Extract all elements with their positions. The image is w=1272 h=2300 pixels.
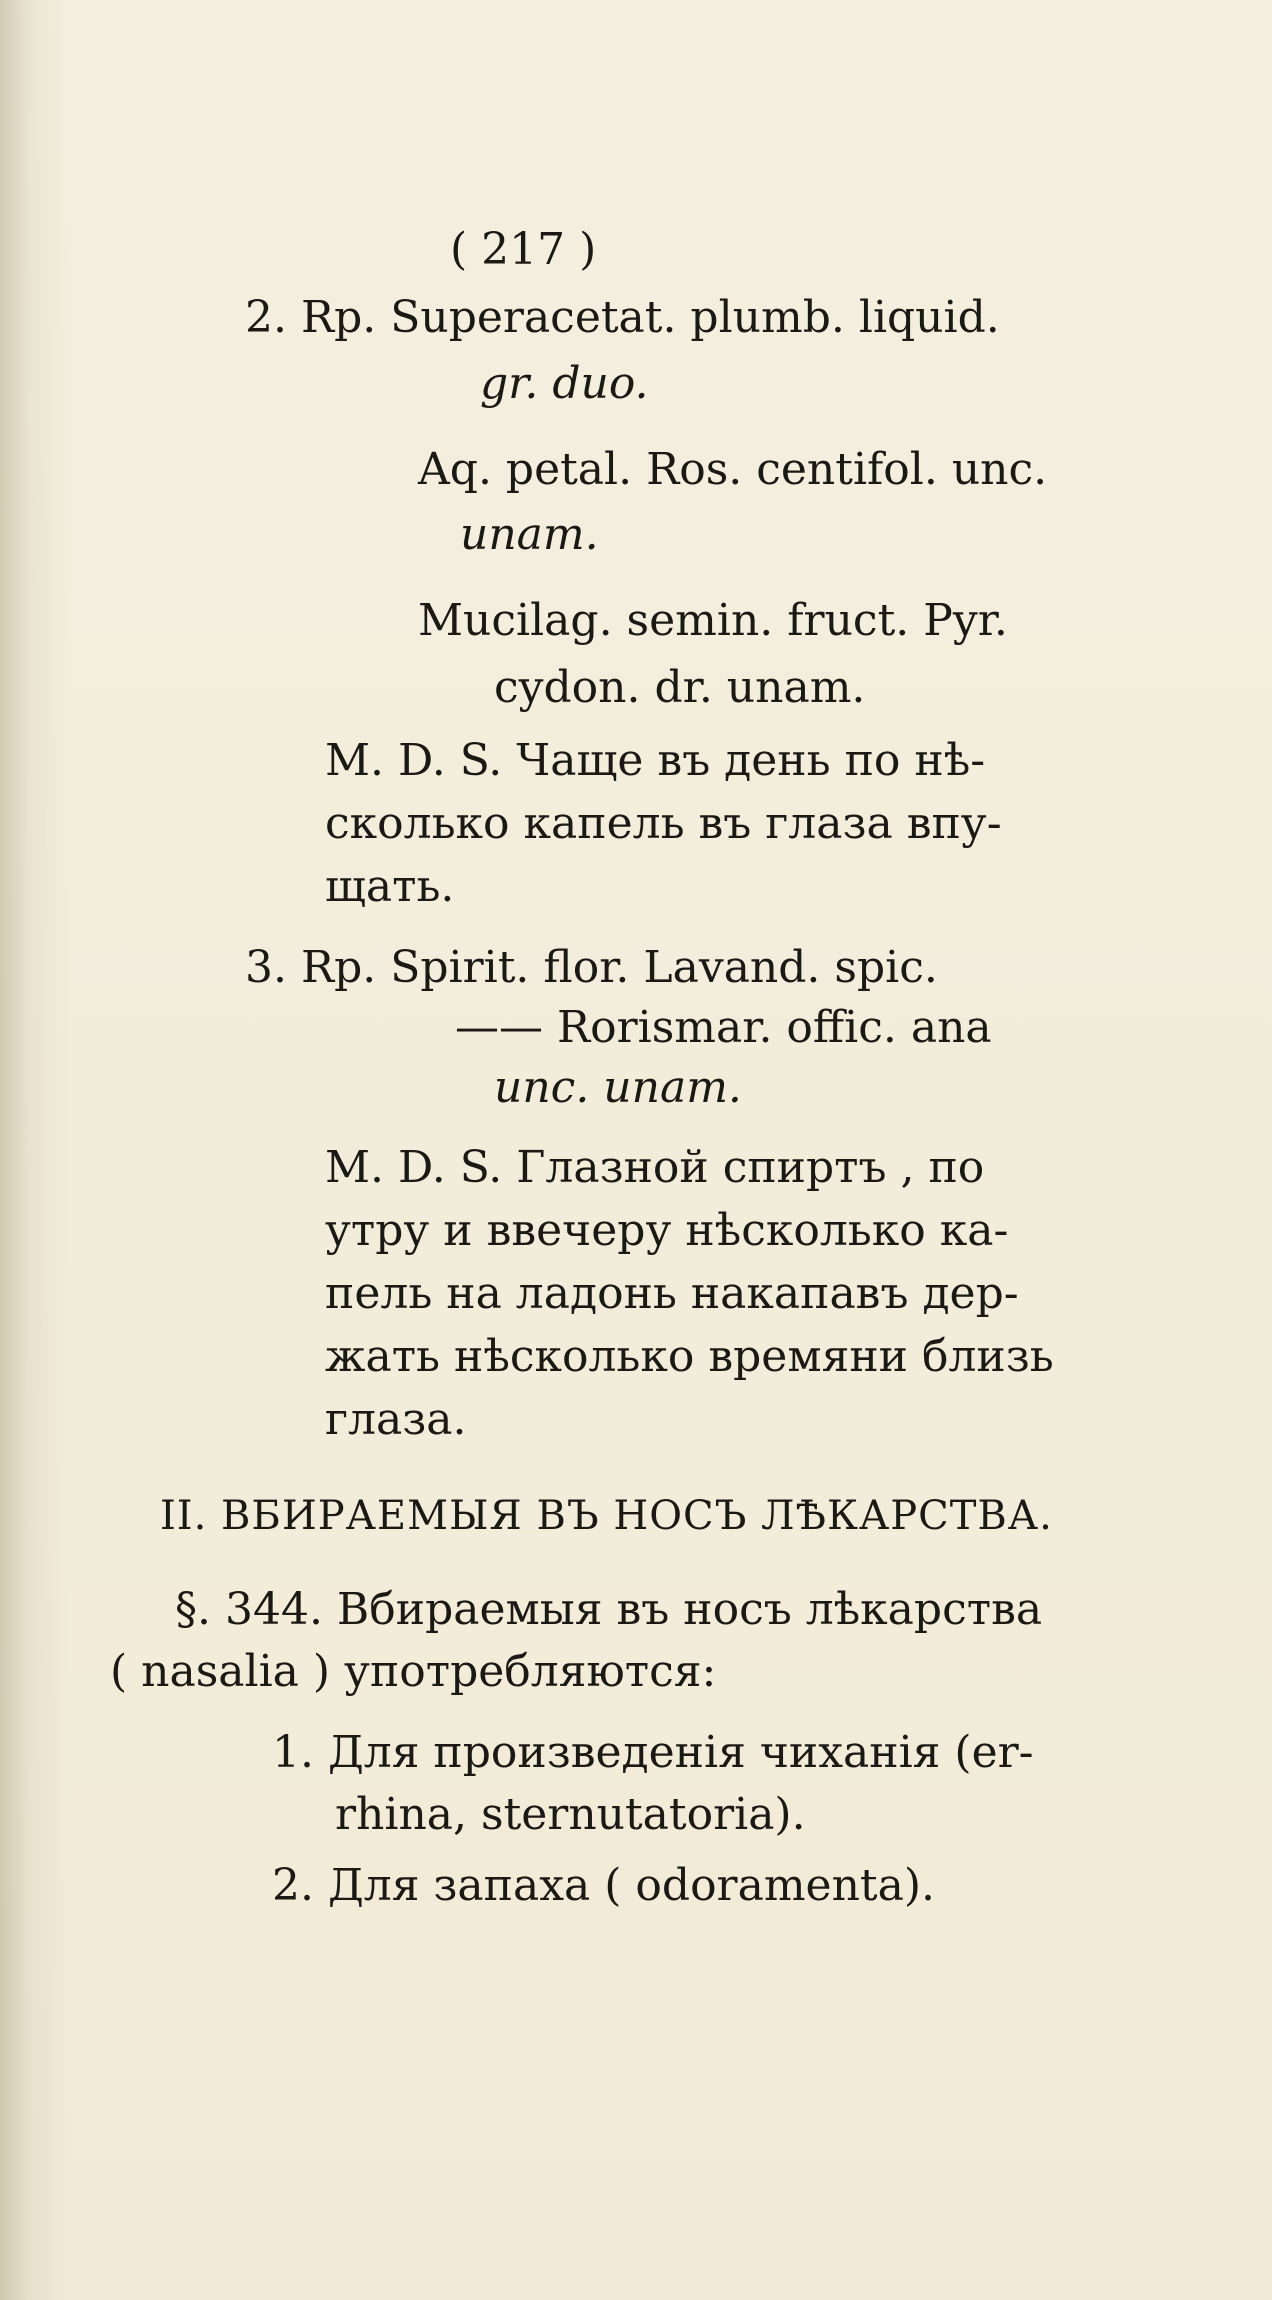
page-number: ( 217 ) — [450, 224, 597, 275]
text-line: rhina, sternutatoria). — [335, 1789, 806, 1840]
text-line: M. D. S. Чаще въ день по нѣ- — [325, 735, 986, 786]
text-line: 2. Для запаха ( odoramenta). — [272, 1860, 935, 1911]
text-line: сколько капель въ глаза впу- — [325, 798, 1002, 849]
text-line: 3. Rp. Spirit. flor. Lavand. spic. — [245, 942, 938, 993]
text-line: жать нѣсколько времяни близь — [325, 1331, 1054, 1382]
text-line: утру и ввечеру нѣсколько ка- — [325, 1205, 1009, 1256]
text-line: щать. — [325, 861, 455, 912]
section-heading: II. ВБИРАЕМЫЯ ВЪ НОСЪ ЛѢКАРСТВА. — [160, 1493, 1053, 1539]
text-line: gr. duo. — [480, 358, 649, 409]
text-line: 1. Для произведенія чиханія (er- — [272, 1727, 1034, 1778]
text-line: unc. unam. — [494, 1062, 742, 1113]
text-line: —— Rorismar. offic. ana — [455, 1002, 992, 1053]
text-line: Aq. petal. Ros. centifol. unc. — [418, 444, 1048, 495]
text-line: cydon. dr. unam. — [494, 662, 866, 713]
text-line: 2. Rp. Superacetat. plumb. liquid. — [245, 292, 1000, 343]
text-line: unam. — [460, 509, 599, 560]
text-line: глаза. — [325, 1394, 467, 1445]
text-line: M. D. S. Глазной спиртъ , по — [325, 1142, 985, 1193]
text-line: §. 344. Вбираемыя въ носъ лѣкарства — [175, 1584, 1043, 1635]
text-line: ( nasalia ) употребляются: — [110, 1646, 717, 1697]
text-line: Mucilag. semin. fruct. Pyr. — [418, 595, 1008, 646]
text-line: пель на ладонь накапавъ дер- — [325, 1268, 1019, 1319]
